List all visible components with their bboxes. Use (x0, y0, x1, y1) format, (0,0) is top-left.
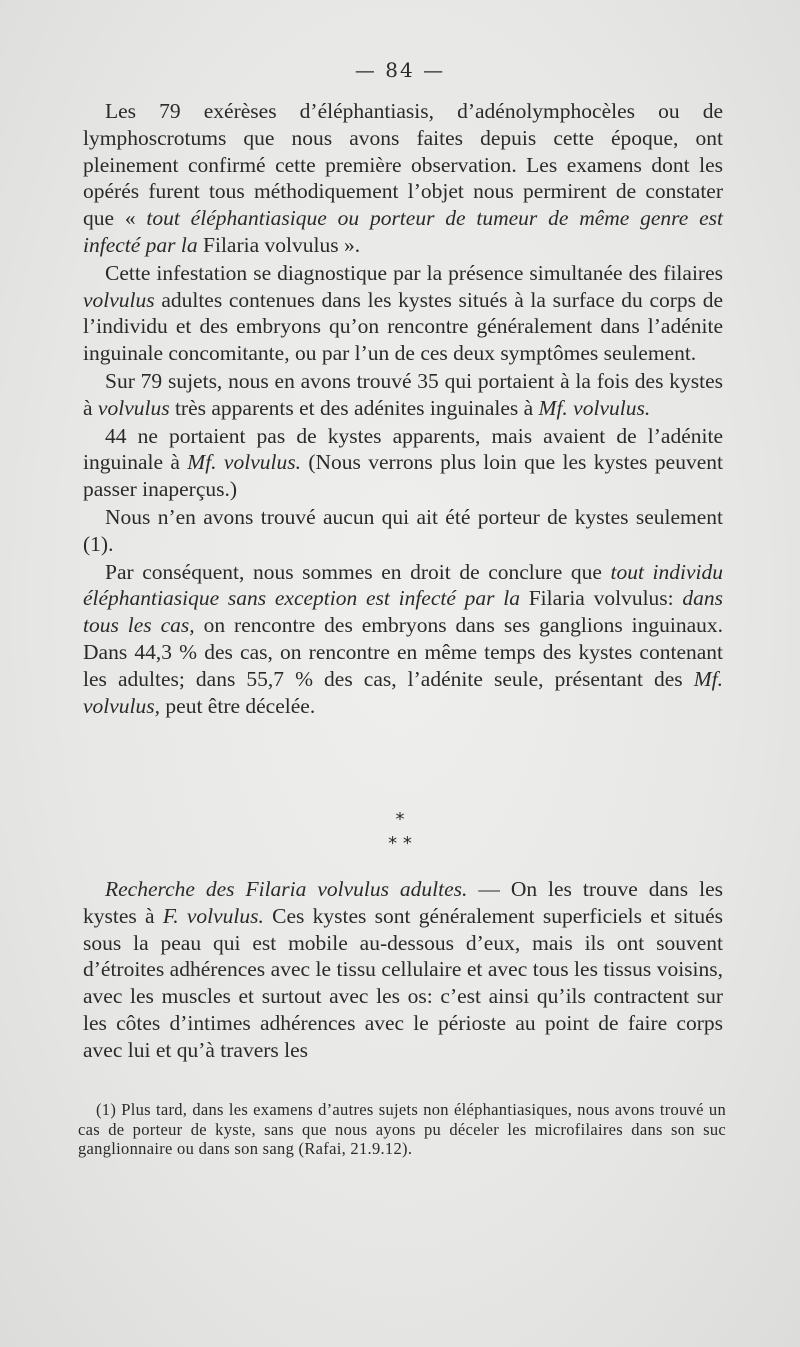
page-number: — 84 — (354, 58, 446, 82)
paragraph-4: 44 ne portaient pas de kystes apparents, mais avaient de l’adénite inguinale à Mf. volvulus. (Nous verrons plus loin que les kystes peuvent passer inaperçus.) (83, 423, 723, 502)
section-separator (0, 808, 800, 856)
section-paragraph: Recherche des Filaria volvulus adultes. — On les trouve dans les kystes à F. volvulus. Ces kystes sont généralement superficiels et situés sous la peau qui est mobile au-dessous d’eux, mais ils ont souvent d’étroites adhérences avec le tissu cellulaire et avec tous les tissus voisins, avec les muscles et surtout avec les os: c’est ainsi qu’ils contractent sur les côtes d’intimes adhérences avec le périoste au point de faire corps avec lui et qu’à travers les (83, 877, 723, 1062)
paragraph-6: Par conséquent, nous sommes en droit de conclure que tout individu éléphantiasique sans exception est infecté par la Filaria volvulus: dans tous les cas, on rencontre des embryons dans ses ganglions inguinaux. Dans 44,3 % des cas, on rencontre en même temps des kystes contenant les adultes; dans 55,7 % des cas, l’adénite seule, présentant des Mf. volvulus, peut être décelée. (83, 559, 723, 718)
main-text (83, 98, 723, 719)
paragraph-3: Sur 79 sujets, nous en avons trouvé 35 qui portaient à la fois des kystes à volvulus très apparents et des adénites inguinales à Mf. volvulus. (83, 368, 723, 420)
paragraph-5: Nous n’en avons trouvé aucun qui ait été porteur de kystes seulement (1). (83, 504, 723, 556)
paragraph-2: Cette infestation se diagnostique par la présence simultanée des filaires volvulus adultes contenues dans les kystes situés à la surface du corps de l’individu et des embryons qu’on rencontre généralement dans l’adénite inguinale concomitante, ou par l’un de ces deux symptômes seulement. (83, 260, 723, 366)
paragraph-1: Les 79 exérèses d’éléphantiasis, d’adénolymphocèles ou de lymphoscrotums que nous avons faites depuis cette époque, ont pleinement confirmé cette première observation. Les examens dont les opérés furent tous méthodiquement l’objet nous permirent de constater que « tout éléphantiasique ou porteur de tumeur de même genre est infecté par la Filaria volvulus ». (83, 99, 723, 257)
section-recherche (83, 876, 723, 1064)
separator-star-top: * (395, 809, 405, 830)
separator-stars-bottom: * * (388, 833, 412, 854)
footnote-text: (1) Plus tard, dans les examens d’autres sujets non éléphantiasiques, nous avons trouvé un cas de porteur de kyste, sans que nous ayons pu déceler les microfilaires dans son suc ganglionnaire ou dans son sang (Rafai, 21.9.12). (78, 1100, 726, 1158)
footnote (78, 1100, 726, 1159)
section-heading: Recherche des Filaria volvulus adultes. (105, 877, 468, 901)
